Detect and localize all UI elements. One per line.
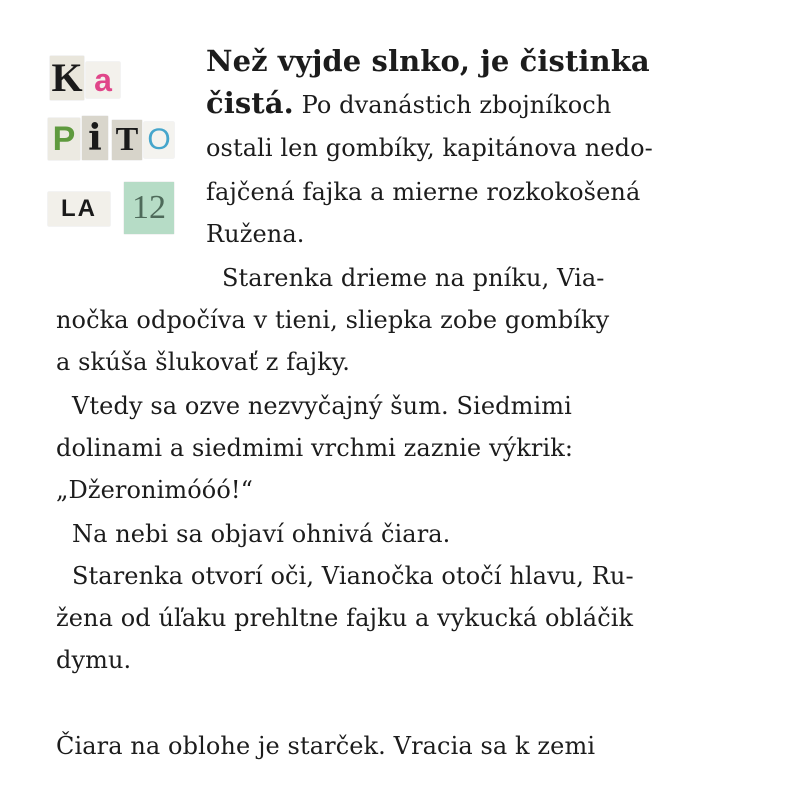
logo-letter-p: P bbox=[48, 118, 80, 160]
text-line: Starenka otvorí oči, Vianočka otočí hlavu, Ru- bbox=[72, 562, 634, 590]
text-line: nočka odpočíva v tieni, sliepka zobe gombíky bbox=[56, 306, 610, 334]
text-line bbox=[206, 86, 611, 120]
text-line: „Džeronimóóó!“ bbox=[56, 476, 253, 504]
text-line: dolinami a siedmimi vrchmi zaznie výkrik: bbox=[56, 434, 574, 462]
logo-letter-o: O bbox=[144, 122, 174, 158]
chapter-opening-bold: čistá. bbox=[206, 86, 294, 120]
text-line: Ružena. bbox=[206, 220, 305, 248]
logo-letter-a: a bbox=[86, 62, 120, 98]
chapter-logo bbox=[36, 40, 196, 240]
chapter-opening-line: Než vyjde slnko, je čistinka bbox=[206, 44, 650, 78]
logo-letter-k: K bbox=[51, 55, 83, 100]
text-line: fajčená fajka a mierne rozkokošená bbox=[206, 178, 641, 206]
text-line: ostali len gombíky, kapitánova nedo- bbox=[206, 134, 653, 162]
text-line: Vtedy sa ozve nezvyčajný šum. Siedmimi bbox=[72, 392, 572, 420]
text-line: Čiara na oblohe je starček. Vracia sa k zemi bbox=[56, 732, 596, 760]
text-line: a skúša šlukovať z fajky. bbox=[56, 348, 351, 376]
text-line: Na nebi sa objaví ohnivá čiara. bbox=[72, 520, 451, 548]
logo-chapter-number: 12 bbox=[124, 182, 174, 234]
text-line: dymu. bbox=[56, 646, 132, 674]
text-line: Starenka drieme na pníku, Via- bbox=[222, 264, 605, 292]
logo-letter-i: i bbox=[82, 116, 108, 160]
text-line: žena od úľaku prehltne fajku a vykucká obláčik bbox=[56, 604, 634, 632]
text-span: Po dvanástich zbojníkoch bbox=[293, 91, 612, 119]
logo-letter-t: T bbox=[112, 120, 142, 160]
logo-letters-la: LA bbox=[48, 192, 110, 226]
